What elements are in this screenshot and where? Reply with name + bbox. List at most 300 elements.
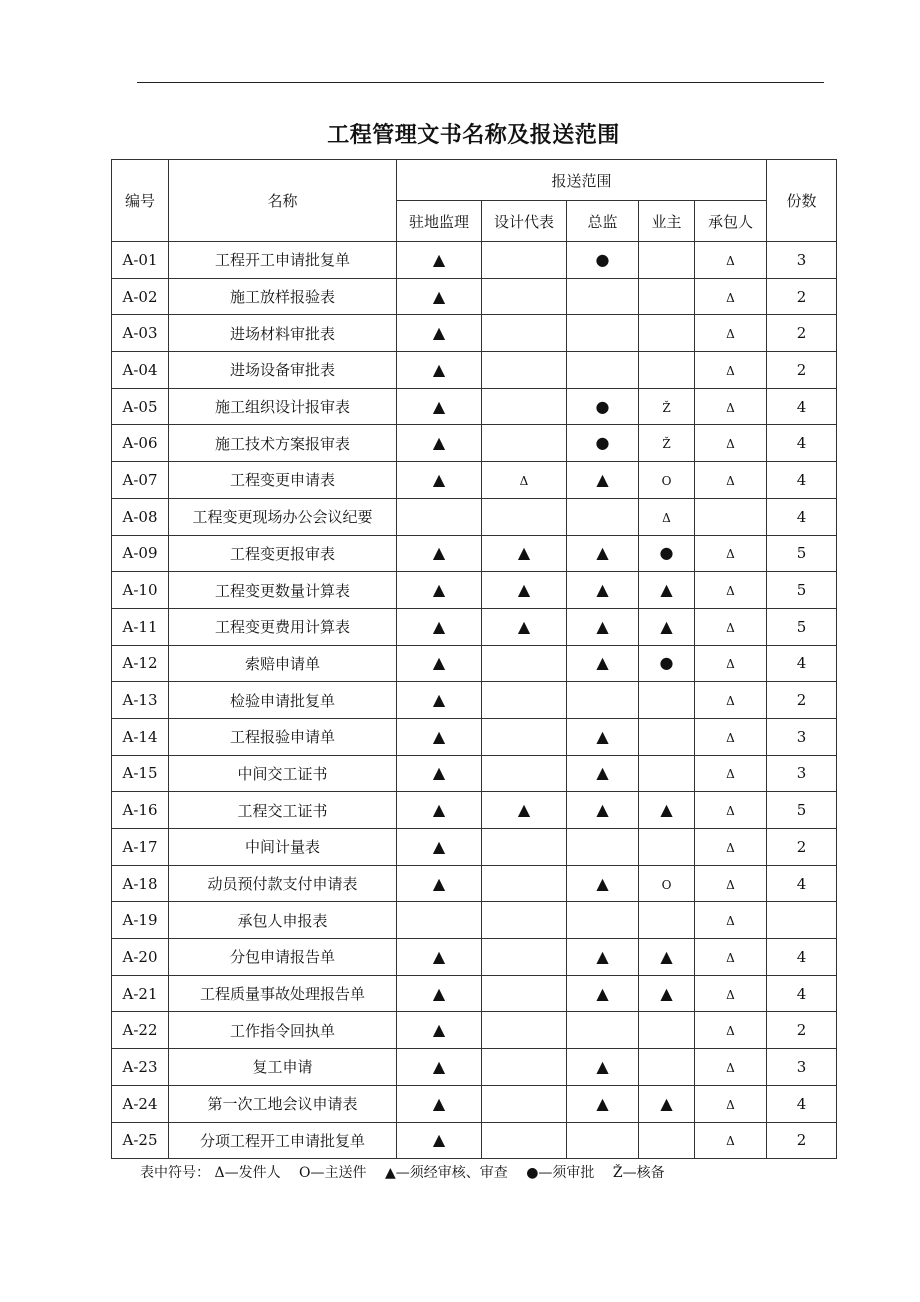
cell-code: A-22: [112, 1012, 169, 1049]
mark-symbol: ▲: [660, 1093, 673, 1113]
table-row: [112, 1085, 837, 1122]
table-row: [112, 755, 837, 792]
mark-symbol: Δ: [726, 620, 735, 635]
cell-code: A-09: [112, 535, 169, 572]
cell-mark-chief-supervisor: [567, 902, 639, 939]
cell-copies: 2: [767, 278, 837, 315]
legend-prefix: 表中符号：: [140, 1165, 210, 1181]
mark-symbol: ▲: [432, 983, 446, 1003]
cell-mark-contractor: [695, 902, 767, 939]
cell-mark-design-rep: [482, 462, 567, 499]
cell-mark-resident-supervisor: [397, 792, 482, 829]
mark-symbol: Δ: [726, 767, 735, 782]
cell-mark-contractor: [695, 388, 767, 425]
mark-symbol: Δ: [726, 327, 735, 342]
mark-symbol: ▲: [432, 580, 446, 600]
cell-copies: 5: [767, 535, 837, 572]
mark-symbol: Δ: [726, 694, 735, 709]
cell-mark-resident-supervisor: [397, 902, 482, 939]
cell-code: A-25: [112, 1122, 169, 1159]
cell-mark-resident-supervisor: [397, 242, 482, 279]
cell-copies: 5: [767, 572, 837, 609]
mark-symbol: Δ: [726, 437, 735, 452]
cell-mark-resident-supervisor: [397, 1122, 482, 1159]
cell-name: 第一次工地会议申请表: [169, 1085, 397, 1122]
cell-name: 中间计量表: [169, 829, 397, 866]
cell-name: 进场材料审批表: [169, 315, 397, 352]
cell-copies: 4: [767, 462, 837, 499]
cell-mark-design-rep: [482, 315, 567, 352]
cell-mark-owner: [639, 498, 695, 535]
cell-mark-chief-supervisor: [567, 939, 639, 976]
cell-name: 施工组织设计报审表: [169, 388, 397, 425]
cell-copies: 4: [767, 425, 837, 462]
table-row: [112, 388, 837, 425]
cell-mark-design-rep: [482, 1012, 567, 1049]
cell-code: A-18: [112, 865, 169, 902]
mark-symbol: ●: [659, 653, 674, 673]
cell-code: A-16: [112, 792, 169, 829]
cell-mark-design-rep: [482, 792, 567, 829]
legend-approval: ●—须审批: [526, 1165, 595, 1181]
mark-symbol: ▲: [596, 653, 609, 673]
cell-mark-chief-supervisor: [567, 645, 639, 682]
cell-copies: 4: [767, 1085, 837, 1122]
mark-symbol: ▲: [596, 469, 609, 489]
mark-symbol: ▲: [432, 763, 446, 783]
cell-name: 中间交工证书: [169, 755, 397, 792]
mark-symbol: ▲: [660, 580, 673, 600]
header-code: 编号: [112, 160, 169, 242]
cell-mark-contractor: [695, 278, 767, 315]
cell-mark-contractor: [695, 1012, 767, 1049]
cell-code: A-14: [112, 718, 169, 755]
cell-name: 复工申请: [169, 1049, 397, 1086]
cell-copies: 4: [767, 645, 837, 682]
mark-symbol: ●: [659, 543, 674, 563]
cell-mark-resident-supervisor: [397, 388, 482, 425]
cell-mark-chief-supervisor: [567, 865, 639, 902]
table-row: [112, 498, 837, 535]
cell-mark-design-rep: [482, 242, 567, 279]
cell-mark-contractor: [695, 535, 767, 572]
cell-code: A-01: [112, 242, 169, 279]
cell-mark-contractor: [695, 608, 767, 645]
mark-symbol: Δ: [726, 950, 735, 965]
mark-symbol: ▲: [432, 469, 446, 489]
mark-symbol: Δ: [726, 363, 735, 378]
cell-mark-resident-supervisor: [397, 975, 482, 1012]
cell-name: 工程变更数量计算表: [169, 572, 397, 609]
table-row: [112, 829, 837, 866]
table-row: [112, 1012, 837, 1049]
mark-symbol: Δ: [726, 547, 735, 562]
mark-symbol: ▲: [596, 580, 609, 600]
cell-mark-owner: [639, 755, 695, 792]
cell-name: 工程变更申请表: [169, 462, 397, 499]
cell-mark-owner: [639, 865, 695, 902]
cell-name: 分项工程开工申请批复单: [169, 1122, 397, 1159]
mark-symbol: ●: [595, 433, 610, 453]
cell-mark-owner: [639, 645, 695, 682]
mark-symbol: ▲: [432, 836, 446, 856]
cell-copies: 3: [767, 1049, 837, 1086]
cell-copies: 3: [767, 755, 837, 792]
cell-name: 动员预付款支付申请表: [169, 865, 397, 902]
cell-mark-owner: [639, 1085, 695, 1122]
mark-symbol: Δ: [662, 510, 671, 525]
mark-symbol: Δ: [726, 1097, 735, 1112]
cell-copies: 4: [767, 975, 837, 1012]
cell-mark-owner: [639, 462, 695, 499]
cell-mark-contractor: [695, 352, 767, 389]
cell-name: 进场设备审批表: [169, 352, 397, 389]
cell-mark-design-rep: [482, 352, 567, 389]
cell-mark-contractor: [695, 462, 767, 499]
mark-symbol: Ž: [662, 437, 671, 452]
cell-code: A-17: [112, 829, 169, 866]
cell-name: 施工技术方案报审表: [169, 425, 397, 462]
mark-symbol: ▲: [432, 946, 446, 966]
cell-copies: [767, 902, 837, 939]
mark-symbol: ▲: [432, 653, 446, 673]
cell-mark-design-rep: [482, 645, 567, 682]
header-scope-design-rep: 设计代表: [482, 201, 567, 242]
mark-symbol: ▲: [432, 1056, 446, 1076]
cell-code: A-04: [112, 352, 169, 389]
cell-mark-owner: [639, 278, 695, 315]
cell-mark-resident-supervisor: [397, 939, 482, 976]
table-row: [112, 645, 837, 682]
mark-symbol: Δ: [726, 914, 735, 929]
cell-mark-owner: [639, 1122, 695, 1159]
mark-symbol: ▲: [517, 800, 531, 820]
table-row: [112, 975, 837, 1012]
cell-mark-resident-supervisor: [397, 608, 482, 645]
mark-symbol: ▲: [660, 946, 673, 966]
cell-name: 工作指令回执单: [169, 1012, 397, 1049]
cell-code: A-21: [112, 975, 169, 1012]
cell-mark-chief-supervisor: [567, 425, 639, 462]
cell-mark-chief-supervisor: [567, 682, 639, 719]
mark-symbol: ▲: [660, 983, 673, 1003]
mark-symbol: ▲: [596, 726, 609, 746]
mark-symbol: Δ: [726, 840, 735, 855]
cell-copies: 2: [767, 315, 837, 352]
cell-copies: 4: [767, 498, 837, 535]
mark-symbol: ▲: [596, 616, 609, 636]
mark-symbol: Δ: [519, 473, 529, 488]
table-row: [112, 939, 837, 976]
page-title: 工程管理文书名称及报送范围: [327, 122, 620, 148]
table-row: [112, 865, 837, 902]
cell-name: 承包人申报表: [169, 902, 397, 939]
cell-mark-design-rep: [482, 425, 567, 462]
table-row: [112, 792, 837, 829]
cell-mark-contractor: [695, 829, 767, 866]
cell-name: 工程变更费用计算表: [169, 608, 397, 645]
table-body: [112, 242, 837, 1159]
cell-mark-owner: [639, 792, 695, 829]
cell-mark-contractor: [695, 498, 767, 535]
cell-mark-chief-supervisor: [567, 975, 639, 1012]
cell-mark-owner: [639, 718, 695, 755]
mark-symbol: ▲: [596, 946, 609, 966]
cell-mark-contractor: [695, 645, 767, 682]
cell-mark-owner: [639, 242, 695, 279]
header-scope-resident-supervisor: 驻地监理: [397, 201, 482, 242]
table-row: [112, 608, 837, 645]
cell-mark-contractor: [695, 425, 767, 462]
cell-name: 工程变更现场办公会议纪要: [169, 498, 397, 535]
cell-mark-contractor: [695, 1122, 767, 1159]
cell-mark-design-rep: [482, 755, 567, 792]
cell-mark-design-rep: [482, 1049, 567, 1086]
header-copies: 份数: [767, 160, 837, 242]
cell-code: A-07: [112, 462, 169, 499]
table-row: [112, 242, 837, 279]
cell-mark-owner: [639, 352, 695, 389]
header-scope: 报送范围: [397, 160, 767, 201]
table-row: [112, 352, 837, 389]
table-row: [112, 315, 837, 352]
cell-copies: 3: [767, 242, 837, 279]
header-name: 名称: [169, 160, 397, 242]
cell-mark-design-rep: [482, 682, 567, 719]
cell-copies: 2: [767, 829, 837, 866]
cell-copies: 5: [767, 792, 837, 829]
cell-name: 工程交工证书: [169, 792, 397, 829]
cell-mark-design-rep: [482, 278, 567, 315]
cell-mark-chief-supervisor: [567, 829, 639, 866]
cell-name: 分包申请报告单: [169, 939, 397, 976]
mark-symbol: ▲: [517, 580, 531, 600]
cell-mark-design-rep: [482, 498, 567, 535]
cell-mark-chief-supervisor: [567, 498, 639, 535]
cell-mark-design-rep: [482, 388, 567, 425]
cell-mark-owner: [639, 682, 695, 719]
cell-mark-owner: [639, 939, 695, 976]
mark-symbol: ▲: [432, 286, 446, 306]
mark-symbol: ▲: [432, 433, 446, 453]
cell-copies: 2: [767, 1122, 837, 1159]
symbol-legend: [140, 1162, 679, 1182]
table-row: [112, 902, 837, 939]
mark-symbol: Δ: [726, 877, 735, 892]
cell-mark-owner: [639, 829, 695, 866]
cell-mark-owner: [639, 608, 695, 645]
table-row: [112, 535, 837, 572]
mark-symbol: Δ: [726, 1024, 735, 1039]
cell-mark-chief-supervisor: [567, 1012, 639, 1049]
cell-mark-resident-supervisor: [397, 1085, 482, 1122]
cell-name: 施工放样报验表: [169, 278, 397, 315]
cell-mark-contractor: [695, 315, 767, 352]
cell-mark-resident-supervisor: [397, 718, 482, 755]
cell-mark-chief-supervisor: [567, 388, 639, 425]
cell-mark-resident-supervisor: [397, 315, 482, 352]
cell-mark-contractor: [695, 572, 767, 609]
cell-mark-contractor: [695, 792, 767, 829]
mark-symbol: ▲: [517, 616, 531, 636]
mark-symbol: ●: [595, 249, 610, 269]
submission-table: [111, 159, 837, 1159]
cell-name: 工程开工申请批复单: [169, 242, 397, 279]
table-row: [112, 1122, 837, 1159]
legend-main-recipient: O—主送件: [299, 1165, 367, 1181]
cell-copies: 4: [767, 388, 837, 425]
cell-mark-design-rep: [482, 1122, 567, 1159]
top-rule: [137, 82, 824, 83]
cell-code: A-23: [112, 1049, 169, 1086]
cell-mark-design-rep: [482, 718, 567, 755]
cell-mark-resident-supervisor: [397, 1049, 482, 1086]
mark-symbol: ▲: [660, 616, 673, 636]
cell-mark-chief-supervisor: [567, 1122, 639, 1159]
cell-copies: 2: [767, 352, 837, 389]
mark-symbol: Δ: [726, 1134, 735, 1149]
cell-mark-contractor: [695, 755, 767, 792]
cell-name: 工程报验申请单: [169, 718, 397, 755]
mark-symbol: Δ: [726, 253, 735, 268]
mark-symbol: ▲: [432, 249, 446, 269]
cell-copies: 5: [767, 608, 837, 645]
cell-mark-owner: [639, 315, 695, 352]
cell-mark-design-rep: [482, 939, 567, 976]
cell-mark-resident-supervisor: [397, 755, 482, 792]
mark-symbol: ▲: [432, 800, 446, 820]
cell-code: A-08: [112, 498, 169, 535]
cell-mark-chief-supervisor: [567, 352, 639, 389]
mark-symbol: Δ: [726, 1060, 735, 1075]
mark-symbol: ▲: [432, 616, 446, 636]
cell-mark-design-rep: [482, 572, 567, 609]
cell-code: A-24: [112, 1085, 169, 1122]
mark-symbol: O: [661, 473, 672, 488]
header-scope-chief-supervisor: 总监: [567, 201, 639, 242]
cell-name: 索赔申请单: [169, 645, 397, 682]
cell-copies: 4: [767, 865, 837, 902]
mark-symbol: ▲: [432, 1093, 446, 1113]
mark-symbol: Δ: [726, 584, 735, 599]
cell-mark-resident-supervisor: [397, 498, 482, 535]
cell-copies: 3: [767, 718, 837, 755]
mark-symbol: ▲: [432, 726, 446, 746]
cell-mark-owner: [639, 1049, 695, 1086]
mark-symbol: ▲: [432, 359, 446, 379]
cell-mark-resident-supervisor: [397, 1012, 482, 1049]
cell-mark-resident-supervisor: [397, 278, 482, 315]
mark-symbol: ▲: [432, 873, 446, 893]
cell-mark-contractor: [695, 865, 767, 902]
cell-mark-chief-supervisor: [567, 242, 639, 279]
cell-code: A-20: [112, 939, 169, 976]
cell-mark-chief-supervisor: [567, 608, 639, 645]
cell-mark-design-rep: [482, 1085, 567, 1122]
cell-mark-chief-supervisor: [567, 315, 639, 352]
cell-mark-owner: [639, 572, 695, 609]
cell-name: 检验申请批复单: [169, 682, 397, 719]
mark-symbol: ▲: [660, 800, 673, 820]
cell-copies: 4: [767, 939, 837, 976]
mark-symbol: ▲: [517, 543, 531, 563]
mark-symbol: ▲: [596, 873, 609, 893]
cell-mark-owner: [639, 902, 695, 939]
cell-code: A-02: [112, 278, 169, 315]
mark-symbol: ▲: [596, 763, 609, 783]
mark-symbol: Δ: [726, 730, 735, 745]
cell-mark-resident-supervisor: [397, 425, 482, 462]
mark-symbol: Δ: [726, 400, 735, 415]
cell-code: A-15: [112, 755, 169, 792]
cell-mark-chief-supervisor: [567, 792, 639, 829]
mark-symbol: ▲: [432, 1020, 446, 1040]
cell-mark-design-rep: [482, 902, 567, 939]
cell-mark-design-rep: [482, 535, 567, 572]
mark-symbol: ▲: [432, 323, 446, 343]
mark-symbol: Ž: [662, 400, 671, 415]
cell-mark-design-rep: [482, 975, 567, 1012]
cell-mark-chief-supervisor: [567, 462, 639, 499]
cell-mark-chief-supervisor: [567, 718, 639, 755]
cell-code: A-03: [112, 315, 169, 352]
cell-mark-design-rep: [482, 608, 567, 645]
cell-mark-chief-supervisor: [567, 755, 639, 792]
cell-mark-chief-supervisor: [567, 1085, 639, 1122]
cell-mark-owner: [639, 535, 695, 572]
cell-mark-resident-supervisor: [397, 352, 482, 389]
mark-symbol: ▲: [432, 396, 446, 416]
table-row: [112, 718, 837, 755]
cell-code: A-10: [112, 572, 169, 609]
mark-symbol: ▲: [432, 543, 446, 563]
mark-symbol: O: [661, 877, 672, 892]
mark-symbol: ●: [595, 396, 610, 416]
cell-mark-contractor: [695, 718, 767, 755]
cell-name: 工程质量事故处理报告单: [169, 975, 397, 1012]
cell-copies: 2: [767, 1012, 837, 1049]
cell-mark-owner: [639, 388, 695, 425]
mark-symbol: ▲: [432, 690, 446, 710]
mark-symbol: ▲: [432, 1130, 446, 1150]
cell-mark-resident-supervisor: [397, 829, 482, 866]
header-scope-contractor: 承包人: [695, 201, 767, 242]
table-row: [112, 462, 837, 499]
cell-mark-contractor: [695, 1085, 767, 1122]
cell-code: A-11: [112, 608, 169, 645]
table-row: [112, 278, 837, 315]
cell-mark-chief-supervisor: [567, 572, 639, 609]
cell-mark-resident-supervisor: [397, 645, 482, 682]
cell-mark-design-rep: [482, 829, 567, 866]
cell-mark-contractor: [695, 242, 767, 279]
table-row: [112, 1049, 837, 1086]
cell-code: A-05: [112, 388, 169, 425]
cell-mark-owner: [639, 1012, 695, 1049]
mark-symbol: Δ: [726, 987, 735, 1002]
cell-mark-resident-supervisor: [397, 462, 482, 499]
mark-symbol: Δ: [726, 657, 735, 672]
cell-mark-contractor: [695, 939, 767, 976]
cell-mark-contractor: [695, 1049, 767, 1086]
cell-code: A-12: [112, 645, 169, 682]
legend-review: ▲—须经审核、审查: [384, 1165, 508, 1181]
cell-mark-design-rep: [482, 865, 567, 902]
cell-mark-resident-supervisor: [397, 682, 482, 719]
cell-mark-chief-supervisor: [567, 278, 639, 315]
cell-code: A-13: [112, 682, 169, 719]
cell-name: 工程变更报审表: [169, 535, 397, 572]
